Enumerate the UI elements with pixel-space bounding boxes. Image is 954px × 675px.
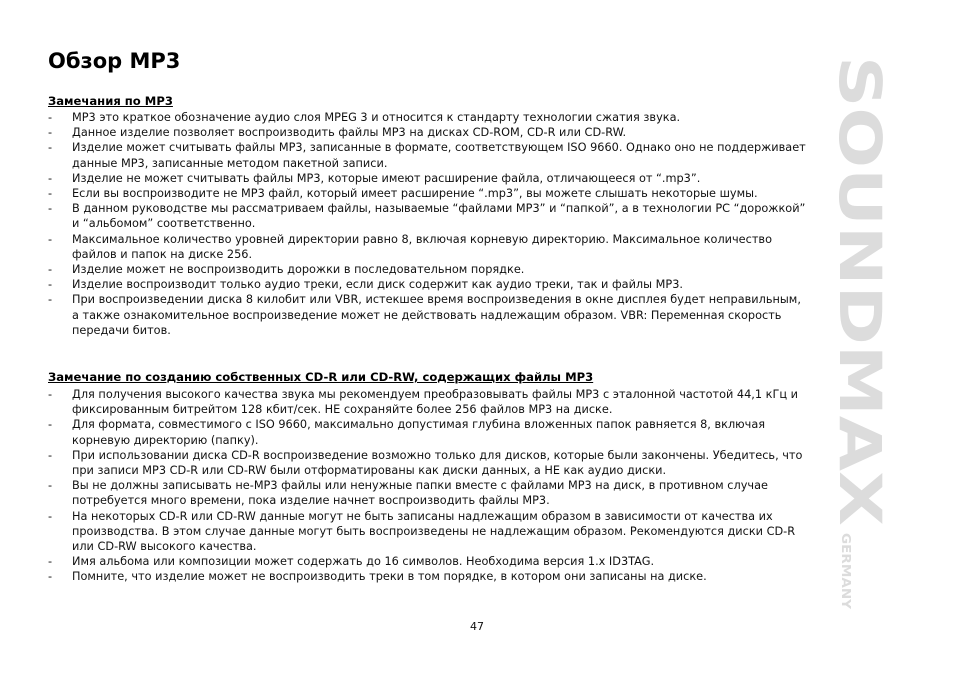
bullet-dash: - (48, 278, 53, 292)
bullet-dash: - (48, 141, 53, 155)
list-item (48, 569, 808, 584)
bullet-dash: - (48, 570, 53, 584)
list-item-text: Имя альбома или композиции может содержать до 16 символов. Необходима версия 1.x ID3TAG. (72, 555, 655, 569)
bullet-dash: - (48, 555, 53, 569)
bullet-dash: - (48, 202, 53, 216)
bullet-dash: - (48, 126, 53, 140)
list-item (48, 448, 808, 478)
list-item-text: Изделие не может считывать файлы MP3, которые имеют расширение файла, отличающееся от “.mp3”. (72, 171, 701, 185)
list-item-text: Если вы воспроизводите не MP3 файл, который имеет расширение “.mp3”, вы можете слышать некоторые шумы. (72, 187, 758, 201)
list-item (48, 509, 808, 555)
list-item (48, 554, 808, 569)
bullet-dash: - (48, 111, 53, 124)
list-item-text: В данном руководстве мы рассматриваем файлы, называемые “файлами MP3” и “папкой”, а в технологии PC “дорожкой” и “альбомом” соответственно. (72, 202, 806, 231)
list-item (48, 417, 808, 447)
page-title: Обзор MP3 (48, 49, 181, 73)
list-item (48, 262, 808, 277)
list-item-text: Изделие воспроизводит только аудио треки, если диск содержит как аудио треки, так и файлы MP3. (72, 278, 683, 292)
list-item-text: Данное изделие позволяет воспроизводить файлы MP3 на дисках CD-ROM, CD-R или CD-RW. (72, 126, 627, 140)
list-item-text: Для формата, совместимого с ISO 9660, максимально допустимая глубина вложенных папок равняется 8, включая корневую директорию (папку). (72, 418, 766, 447)
list-item-text: На некоторых CD-R или CD-RW данные могут не быть записаны надлежащим образом в зависимости от качества их производства. В этом случае данные могут быть воспроизведены не надлежащим образом. Рекомендуются диски CD-R или CD-RW высокого качества. (72, 509, 796, 554)
list-item-text: Изделие может считывать файлы MP3, записанные в формате, соответствующем ISO 9660. Однако оно не поддерживает данные MP3, записанные методом пакетной записи. (72, 141, 806, 170)
section-heading-mp3-notes: Замечания по MP3 (48, 94, 173, 108)
list-item (48, 387, 808, 417)
list-item-text: Вы не должны записывать не-MP3 файлы или ненужные папки вместе с файлами MP3 на диск, в противном случае потребуется много времени, пока изделие начнет воспроизводить файлы MP3. (72, 479, 768, 508)
list-item (48, 171, 808, 186)
list-item (48, 292, 808, 338)
list-item (48, 201, 808, 231)
list-item (48, 232, 808, 262)
section-heading-creating-discs: Замечание по созданию собственных CD-R или CD-RW, содержащих файлы MP3 (48, 370, 594, 384)
list-item-text: При воспроизведении диска 8 килобит или VBR, истекшее время воспроизведения в окне дисплея будет неправильным, а также ознакомительное воспроизведение может не действовать надлежащим образом. VBR: Переменная скорость передачи битов. (72, 293, 801, 337)
bullet-dash: - (48, 187, 53, 201)
bullet-dash: - (48, 418, 53, 432)
bullet-dash: - (48, 509, 53, 523)
list-item (48, 140, 808, 170)
list-item (48, 110, 808, 125)
list-item-text: Для получения высокого качества звука мы рекомендуем преобразовывать файлы MP3 с эталонной частотой 44,1 кГц и фиксированным битрейтом 128 кбит/сек. НЕ сохраняйте более 256 файлов MP3 на диске. (72, 388, 799, 417)
bullet-dash: - (48, 263, 53, 277)
brand-logo-graphic (826, 50, 894, 610)
list-item-text: MP3 это краткое обозначение аудио слоя MPEG 3 и относится к стандарту технологии сжатия звука. (72, 111, 681, 124)
list-item-text: Помните, что изделие может не воспроизводить треки в том порядке, в котором они записаны на диске. (72, 570, 707, 584)
list-item-text: При использовании диска CD-R воспроизведение возможно только для дисков, которые были закончены. Убедитесь, что при записи MP3 CD-R или CD-RW были отформатированы как диски данных, а НЕ как аудио диски. (72, 448, 803, 478)
brand-logo (826, 50, 894, 610)
bullet-dash: - (48, 171, 53, 185)
bullet-dash: - (48, 388, 53, 401)
list-item (48, 186, 808, 201)
bullet-dash: - (48, 293, 53, 307)
list-item (48, 125, 808, 140)
brand-name: SOUNDMAX (826, 56, 894, 439)
brand-country: GERMANY (839, 533, 853, 601)
list-item-text: Изделие может не воспроизводить дорожки в последовательном порядке. (72, 263, 525, 277)
list-item (48, 478, 808, 508)
page-number: 47 (470, 620, 484, 633)
creating-discs-list (48, 387, 808, 585)
mp3-notes-list (48, 110, 808, 338)
list-item (48, 277, 808, 292)
bullet-dash: - (48, 479, 53, 493)
bullet-dash: - (48, 232, 53, 246)
list-item-text: Максимальное количество уровней директории равно 8, включая корневую директорию. Максимальное количество файлов и папок на диске 256. (72, 232, 772, 261)
bullet-dash: - (48, 448, 53, 462)
